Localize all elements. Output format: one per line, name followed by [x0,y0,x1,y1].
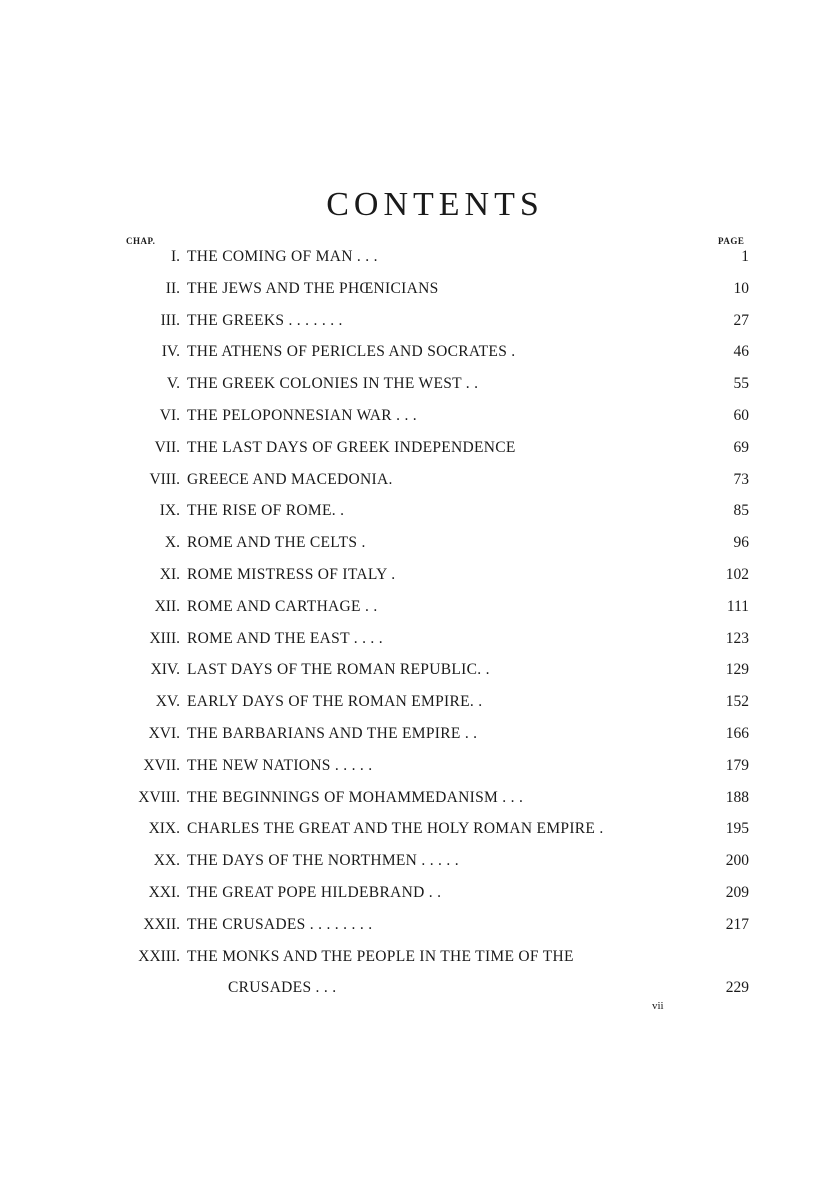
chapter-number: IV. [161,343,180,361]
toc-entry [120,246,760,278]
toc-entry [120,310,760,342]
chapter-title: THE GREEKS . . . . . . . [187,311,343,329]
page-number: 129 [725,661,749,679]
page-number: 102 [725,565,749,583]
page-column-header: PAGE [718,236,745,246]
chapter-title: THE PELOPONNESIAN WAR . . . [187,406,417,424]
chapter-number: XVIII. [138,788,180,806]
chapter-number: V. [166,375,180,393]
page-number: 188 [725,788,749,806]
toc-entry [120,596,760,628]
toc-entry [120,278,760,310]
chapter-number: X. [164,534,180,552]
chapter-title: LAST DAYS OF THE ROMAN REPUBLIC. . [187,661,490,679]
page-title: CONTENTS [326,186,544,223]
toc-entry [120,755,760,787]
chapter-number: XIV. [150,661,180,679]
page-number: 85 [733,502,749,520]
chapter-title: CHARLES THE GREAT AND THE HOLY ROMAN EMPIRE . [187,820,604,838]
chapter-title: THE RISE OF ROME. . [187,502,345,520]
chapter-title: ROME AND THE CELTS . [187,534,366,552]
toc-entry [120,500,760,532]
toc-entry-continued [120,977,760,1009]
toc-entry [120,659,760,691]
chapter-number: XXII. [143,915,180,933]
chapter-title: ROME AND THE EAST . . . . [187,629,383,647]
toc-entry [120,818,760,850]
chapter-title: ROME AND CARTHAGE . . [187,597,378,615]
chapter-number: VII. [154,438,180,456]
chapter-title: THE ATHENS OF PERICLES AND SOCRATES . [187,343,516,361]
chapter-title: ROME MISTRESS OF ITALY . [187,565,396,583]
chapter-number: XI. [159,565,180,583]
chapter-title-continued: CRUSADES . . . [228,979,337,997]
page-number: 166 [725,724,749,742]
chapter-title: THE JEWS AND THE PHŒNICIANS [187,279,439,297]
toc-entry [120,341,760,373]
toc-entry [120,373,760,405]
chapter-number: XII. [154,597,180,615]
chapter-title: THE BARBARIANS AND THE EMPIRE . . [187,724,478,742]
chapter-number: I. [170,248,180,265]
chapter-title: THE GREAT POPE HILDEBRAND . . [187,883,442,901]
chapter-title: THE GREEK COLONIES IN THE WEST . . [187,375,479,393]
page-number: 73 [733,470,749,488]
page-number: 200 [725,852,749,870]
chapter-number: XIII. [149,629,180,647]
toc-entry [120,723,760,755]
page-number: 10 [733,279,749,297]
chapter-number: XXI. [148,883,180,901]
chapter-title: GREECE AND MACEDONIA. [187,470,393,488]
toc-entry [120,437,760,469]
toc-entry [120,405,760,437]
chapter-title: EARLY DAYS OF THE ROMAN EMPIRE. . [187,693,483,711]
toc-entry [120,946,760,978]
page-number: 69 [733,438,749,456]
chapter-number: II. [165,279,180,297]
chapter-column-header: CHAP. [126,236,156,246]
toc-entry [120,628,760,660]
chapter-number: XX. [153,852,180,870]
chapter-title: THE CRUSADES . . . . . . . . [187,915,373,933]
page-number: 1 [741,248,749,265]
page-number: 27 [733,311,749,329]
toc-entry [120,691,760,723]
toc-entry [120,850,760,882]
chapter-number: XV. [155,693,180,711]
page-number: 96 [733,534,749,552]
chapter-title: THE LAST DAYS OF GREEK INDEPENDENCE [187,438,516,456]
page-number: 123 [725,629,749,647]
chapter-number: VI. [159,406,180,424]
page-number: 55 [733,375,749,393]
toc-entry [120,469,760,501]
page-number: 60 [733,406,749,424]
page-number: 229 [725,979,749,997]
toc-entry [120,532,760,564]
page-number: 217 [725,915,749,933]
chapter-title: THE COMING OF MAN . . . [187,248,378,265]
page-number: 111 [726,597,749,615]
toc-entry [120,564,760,596]
toc-entry [120,787,760,819]
chapter-number: IX. [159,502,180,520]
toc-entry [120,882,760,914]
page-number: 46 [733,343,749,361]
chapter-number: XVII. [143,756,180,774]
page-number: 209 [725,883,749,901]
table-of-contents [120,246,760,1009]
chapter-title: THE BEGINNINGS OF MOHAMMEDANISM . . . [187,788,524,806]
page-number: 195 [725,820,749,838]
chapter-number: XXIII. [138,947,180,965]
page-number: 152 [725,693,749,711]
chapter-number: VIII. [149,470,180,488]
folio: vii [652,1000,664,1012]
chapter-number: XVI. [148,724,180,742]
page-number: 179 [725,756,749,774]
chapter-title: THE DAYS OF THE NORTHMEN . . . . . [187,852,459,870]
chapter-number: XIX. [148,820,180,838]
chapter-number: III. [160,311,180,329]
chapter-title: THE MONKS AND THE PEOPLE IN THE TIME OF THE [187,947,574,965]
toc-entry [120,914,760,946]
chapter-title: THE NEW NATIONS . . . . . [187,756,373,774]
